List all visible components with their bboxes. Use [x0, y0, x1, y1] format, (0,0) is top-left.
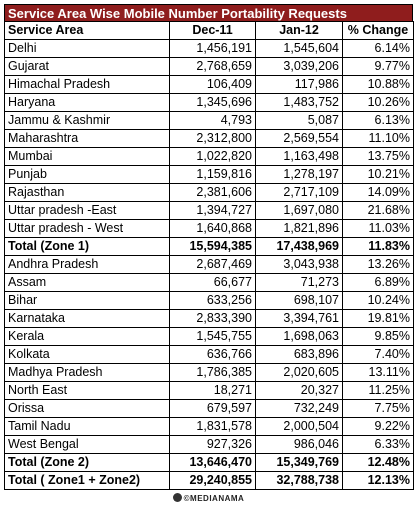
col-header-dec11: Dec-11: [170, 22, 256, 40]
cell-dec11: 1,640,868: [170, 220, 256, 238]
table-row: [5, 328, 414, 346]
cell-dec11: 1,456,191: [170, 40, 256, 58]
cell-change: 13.11%: [343, 364, 414, 382]
cell-jan12: 2,000,504: [256, 418, 343, 436]
table-row: [5, 94, 414, 112]
cell-service-area: Uttar pradesh - West: [5, 220, 170, 238]
mnp-table: [4, 21, 414, 490]
cell-service-area: Punjab: [5, 166, 170, 184]
cell-change: 6.89%: [343, 274, 414, 292]
table-row: [5, 292, 414, 310]
cell-change: 10.21%: [343, 166, 414, 184]
table-row: [5, 76, 414, 94]
cell-service-area: Kolkata: [5, 346, 170, 364]
table-body: [5, 40, 414, 490]
cell-dec11: 2,833,390: [170, 310, 256, 328]
cell-change: 9.77%: [343, 58, 414, 76]
table-row: [5, 274, 414, 292]
cell-jan12: 3,043,938: [256, 256, 343, 274]
cell-service-area: West Bengal: [5, 436, 170, 454]
medianama-logo-icon: [173, 493, 182, 502]
cell-service-area: Assam: [5, 274, 170, 292]
cell-jan12: 15,349,769: [256, 454, 343, 472]
cell-service-area: Himachal Pradesh: [5, 76, 170, 94]
cell-dec11: 2,687,469: [170, 256, 256, 274]
cell-service-area: Maharashtra: [5, 130, 170, 148]
cell-change: 11.10%: [343, 130, 414, 148]
cell-change: 7.40%: [343, 346, 414, 364]
cell-change: 10.88%: [343, 76, 414, 94]
cell-jan12: 20,327: [256, 382, 343, 400]
table-row: [5, 436, 414, 454]
table-row: [5, 418, 414, 436]
cell-dec11: 1,786,385: [170, 364, 256, 382]
cell-dec11: 66,677: [170, 274, 256, 292]
cell-jan12: 698,107: [256, 292, 343, 310]
cell-jan12: 1,698,063: [256, 328, 343, 346]
cell-change: 12.13%: [343, 472, 414, 490]
cell-dec11: 29,240,855: [170, 472, 256, 490]
cell-change: 13.75%: [343, 148, 414, 166]
table-row: [5, 40, 414, 58]
cell-jan12: 17,438,969: [256, 238, 343, 256]
cell-dec11: 636,766: [170, 346, 256, 364]
cell-dec11: 2,768,659: [170, 58, 256, 76]
mnp-table-container: [4, 4, 413, 506]
cell-change: 10.26%: [343, 94, 414, 112]
cell-change: 6.33%: [343, 436, 414, 454]
cell-service-area: Delhi: [5, 40, 170, 58]
cell-jan12: 732,249: [256, 400, 343, 418]
cell-jan12: 3,394,761: [256, 310, 343, 328]
cell-jan12: 117,986: [256, 76, 343, 94]
cell-jan12: 32,788,738: [256, 472, 343, 490]
table-total-row: [5, 238, 414, 256]
table-row: [5, 256, 414, 274]
cell-change: 10.24%: [343, 292, 414, 310]
cell-jan12: 1,483,752: [256, 94, 343, 112]
cell-dec11: 15,594,385: [170, 238, 256, 256]
table-row: [5, 202, 414, 220]
table-row: [5, 400, 414, 418]
watermark: [4, 492, 413, 506]
cell-dec11: 679,597: [170, 400, 256, 418]
cell-jan12: 1,697,080: [256, 202, 343, 220]
cell-change: 11.83%: [343, 238, 414, 256]
col-header-jan12: Jan-12: [256, 22, 343, 40]
table-row: [5, 310, 414, 328]
table-total-row: [5, 454, 414, 472]
cell-change: 6.14%: [343, 40, 414, 58]
cell-service-area: Madhya Pradesh: [5, 364, 170, 382]
cell-dec11: 1,394,727: [170, 202, 256, 220]
cell-jan12: 1,821,896: [256, 220, 343, 238]
table-title: Service Area Wise Mobile Number Portability Requests: [4, 4, 413, 21]
cell-dec11: 18,271: [170, 382, 256, 400]
cell-jan12: 1,163,498: [256, 148, 343, 166]
cell-service-area: Tamil Nadu: [5, 418, 170, 436]
cell-jan12: 1,545,604: [256, 40, 343, 58]
cell-change: 19.81%: [343, 310, 414, 328]
cell-dec11: 2,381,606: [170, 184, 256, 202]
cell-service-area: Orissa: [5, 400, 170, 418]
table-row: [5, 166, 414, 184]
cell-dec11: 1,545,755: [170, 328, 256, 346]
cell-change: 6.13%: [343, 112, 414, 130]
cell-service-area: Rajasthan: [5, 184, 170, 202]
cell-service-area: Bihar: [5, 292, 170, 310]
table-row: [5, 148, 414, 166]
cell-jan12: 2,569,554: [256, 130, 343, 148]
cell-change: 14.09%: [343, 184, 414, 202]
cell-change: 13.26%: [343, 256, 414, 274]
cell-dec11: 927,326: [170, 436, 256, 454]
cell-change: 9.22%: [343, 418, 414, 436]
table-row: [5, 364, 414, 382]
col-header-change: % Change: [343, 22, 414, 40]
cell-jan12: 71,273: [256, 274, 343, 292]
table-row: [5, 58, 414, 76]
table-row: [5, 130, 414, 148]
cell-change: 21.68%: [343, 202, 414, 220]
cell-jan12: 986,046: [256, 436, 343, 454]
table-row: [5, 220, 414, 238]
table-row: [5, 184, 414, 202]
cell-service-area: Gujarat: [5, 58, 170, 76]
cell-jan12: 3,039,206: [256, 58, 343, 76]
cell-service-area: North East: [5, 382, 170, 400]
cell-dec11: 1,831,578: [170, 418, 256, 436]
col-header-service-area: Service Area: [5, 22, 170, 40]
cell-dec11: 1,159,816: [170, 166, 256, 184]
cell-dec11: 4,793: [170, 112, 256, 130]
table-row: [5, 382, 414, 400]
cell-change: 12.48%: [343, 454, 414, 472]
cell-dec11: 1,345,696: [170, 94, 256, 112]
cell-jan12: 5,087: [256, 112, 343, 130]
cell-service-area: Haryana: [5, 94, 170, 112]
cell-service-area: Andhra Pradesh: [5, 256, 170, 274]
cell-jan12: 2,717,109: [256, 184, 343, 202]
cell-dec11: 1,022,820: [170, 148, 256, 166]
cell-service-area: Karnataka: [5, 310, 170, 328]
cell-service-area: Total (Zone 1): [5, 238, 170, 256]
cell-change: 9.85%: [343, 328, 414, 346]
watermark-text: ©MEDIANAMA: [183, 494, 245, 503]
cell-change: 7.75%: [343, 400, 414, 418]
header-row: [5, 22, 414, 40]
cell-jan12: 1,278,197: [256, 166, 343, 184]
cell-service-area: Uttar pradesh -East: [5, 202, 170, 220]
table-row: [5, 346, 414, 364]
cell-service-area: Total (Zone 2): [5, 454, 170, 472]
cell-dec11: 2,312,800: [170, 130, 256, 148]
cell-dec11: 13,646,470: [170, 454, 256, 472]
cell-jan12: 2,020,605: [256, 364, 343, 382]
cell-change: 11.25%: [343, 382, 414, 400]
cell-service-area: Jammu & Kashmir: [5, 112, 170, 130]
cell-service-area: Total ( Zone1 + Zone2): [5, 472, 170, 490]
cell-service-area: Kerala: [5, 328, 170, 346]
table-row: [5, 112, 414, 130]
cell-change: 11.03%: [343, 220, 414, 238]
cell-jan12: 683,896: [256, 346, 343, 364]
cell-dec11: 106,409: [170, 76, 256, 94]
cell-dec11: 633,256: [170, 292, 256, 310]
cell-service-area: Mumbai: [5, 148, 170, 166]
